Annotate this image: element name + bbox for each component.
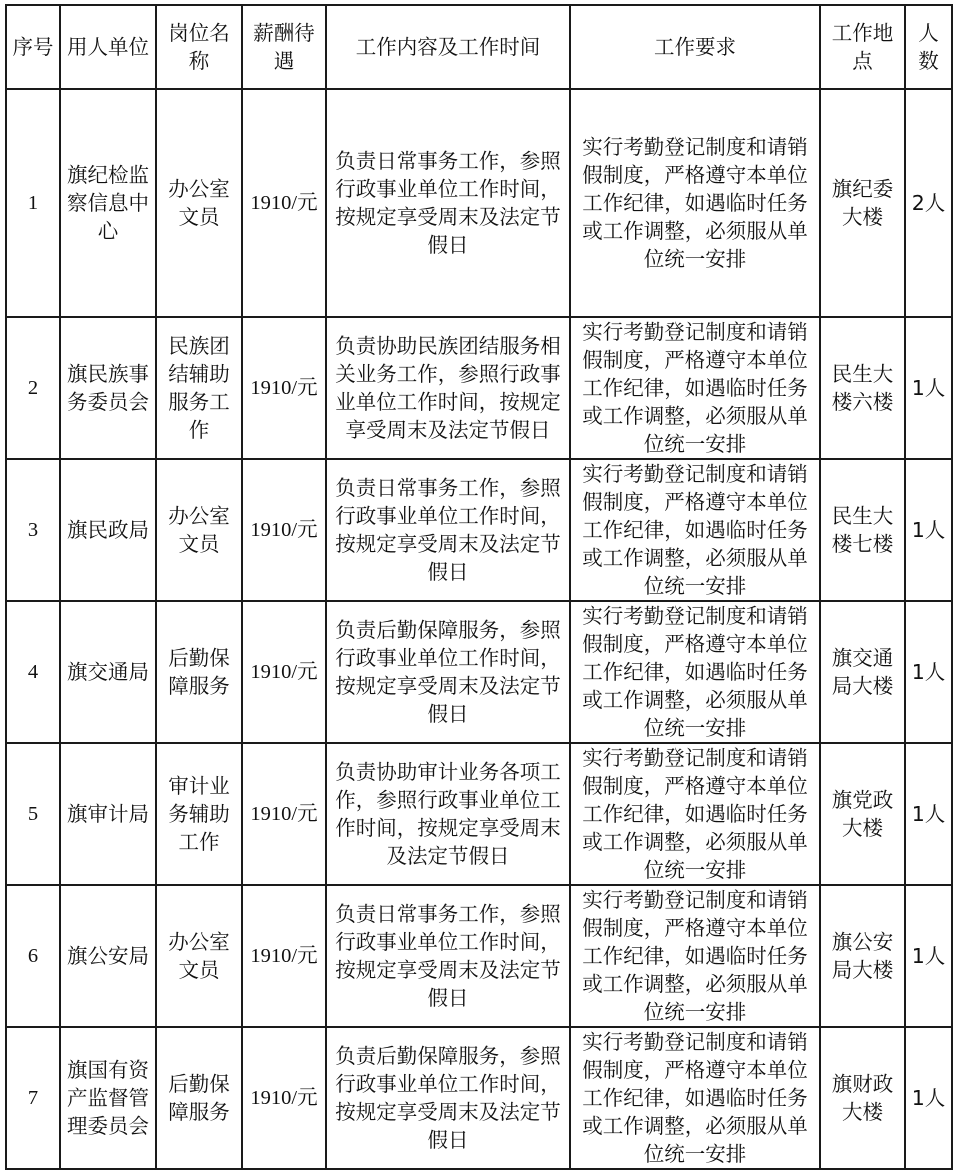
row-location: 民生大楼六楼	[820, 317, 905, 459]
row-content: 负责日常事务工作，参照行政事业单位工作时间，按规定享受周末及法定节假日	[326, 459, 570, 601]
row-position: 办公室文员	[156, 459, 242, 601]
row-content: 负责后勤保障服务，参照行政事业单位工作时间，按规定享受周末及法定节假日	[326, 1027, 570, 1169]
row-requirements: 实行考勤登记制度和请销假制度，严格遵守本单位工作纪律，如遇临时任务或工作调整，必须服从单位统一安排	[570, 1027, 820, 1169]
row-content: 负责协助审计业务各项工作，参照行政事业单位工作时间，按规定享受周末及法定节假日	[326, 743, 570, 885]
row-salary: 1910/元	[242, 89, 326, 317]
row-employer: 旗交通局	[60, 601, 156, 743]
row-count: 1人	[905, 743, 952, 885]
row-content: 负责日常事务工作，参照行政事业单位工作时间，按规定享受周末及法定节假日	[326, 885, 570, 1027]
row-content: 负责后勤保障服务，参照行政事业单位工作时间，按规定享受周末及法定节假日	[326, 601, 570, 743]
row-content: 负责协助民族团结服务相关业务工作，参照行政事业单位工作时间，按规定享受周末及法定节假日	[326, 317, 570, 459]
row-position: 审计业务辅助工作	[156, 743, 242, 885]
header-salary: 薪酬待遇	[242, 5, 326, 89]
row-salary: 1910/元	[242, 317, 326, 459]
row-employer: 旗纪检监察信息中心	[60, 89, 156, 317]
header-employer: 用人单位	[60, 5, 156, 89]
row-location: 旗公安局大楼	[820, 885, 905, 1027]
table-row	[6, 743, 952, 885]
row-employer: 旗审计局	[60, 743, 156, 885]
row-location: 旗交通局大楼	[820, 601, 905, 743]
row-salary: 1910/元	[242, 743, 326, 885]
header-index: 序号	[6, 5, 60, 89]
row-position: 办公室文员	[156, 89, 242, 317]
row-location: 旗党政大楼	[820, 743, 905, 885]
row-employer: 旗民政局	[60, 459, 156, 601]
row-count: 1人	[905, 885, 952, 1027]
header-location: 工作地点	[820, 5, 905, 89]
row-salary: 1910/元	[242, 601, 326, 743]
row-salary: 1910/元	[242, 459, 326, 601]
row-salary: 1910/元	[242, 885, 326, 1027]
row-index: 4	[6, 601, 60, 743]
row-count: 2人	[905, 89, 952, 317]
table-row	[6, 601, 952, 743]
row-count: 1人	[905, 601, 952, 743]
table-row	[6, 885, 952, 1027]
table-row	[6, 1027, 952, 1169]
row-count: 1人	[905, 1027, 952, 1169]
table-row	[6, 89, 952, 317]
row-location: 旗纪委大楼	[820, 89, 905, 317]
header-count: 人数	[905, 5, 952, 89]
job-positions-table	[5, 4, 953, 1170]
row-employer: 旗国有资产监督管理委员会	[60, 1027, 156, 1169]
row-content: 负责日常事务工作，参照行政事业单位工作时间，按规定享受周末及法定节假日	[326, 89, 570, 317]
row-count: 1人	[905, 459, 952, 601]
header-row	[6, 5, 952, 89]
row-position: 后勤保障服务	[156, 1027, 242, 1169]
row-requirements: 实行考勤登记制度和请销假制度，严格遵守本单位工作纪律，如遇临时任务或工作调整，必须服从单位统一安排	[570, 317, 820, 459]
row-position: 后勤保障服务	[156, 601, 242, 743]
row-requirements: 实行考勤登记制度和请销假制度，严格遵守本单位工作纪律，如遇临时任务或工作调整，必须服从单位统一安排	[570, 601, 820, 743]
row-requirements: 实行考勤登记制度和请销假制度，严格遵守本单位工作纪律，如遇临时任务或工作调整，必须服从单位统一安排	[570, 743, 820, 885]
row-index: 7	[6, 1027, 60, 1169]
table-row	[6, 317, 952, 459]
row-salary: 1910/元	[242, 1027, 326, 1169]
row-index: 5	[6, 743, 60, 885]
header-content: 工作内容及工作时间	[326, 5, 570, 89]
row-requirements: 实行考勤登记制度和请销假制度，严格遵守本单位工作纪律，如遇临时任务或工作调整，必须服从单位统一安排	[570, 459, 820, 601]
row-employer: 旗公安局	[60, 885, 156, 1027]
header-requirements: 工作要求	[570, 5, 820, 89]
row-index: 6	[6, 885, 60, 1027]
table-body	[6, 89, 952, 1169]
row-index: 1	[6, 89, 60, 317]
row-location: 民生大楼七楼	[820, 459, 905, 601]
row-count: 1人	[905, 317, 952, 459]
row-index: 2	[6, 317, 60, 459]
row-requirements: 实行考勤登记制度和请销假制度，严格遵守本单位工作纪律，如遇临时任务或工作调整，必须服从单位统一安排	[570, 89, 820, 317]
header-position: 岗位名称	[156, 5, 242, 89]
table-row	[6, 459, 952, 601]
row-position: 民族团结辅助服务工作	[156, 317, 242, 459]
row-employer: 旗民族事务委员会	[60, 317, 156, 459]
row-location: 旗财政大楼	[820, 1027, 905, 1169]
row-index: 3	[6, 459, 60, 601]
row-requirements: 实行考勤登记制度和请销假制度，严格遵守本单位工作纪律，如遇临时任务或工作调整，必须服从单位统一安排	[570, 885, 820, 1027]
row-position: 办公室文员	[156, 885, 242, 1027]
table-header	[6, 5, 952, 89]
